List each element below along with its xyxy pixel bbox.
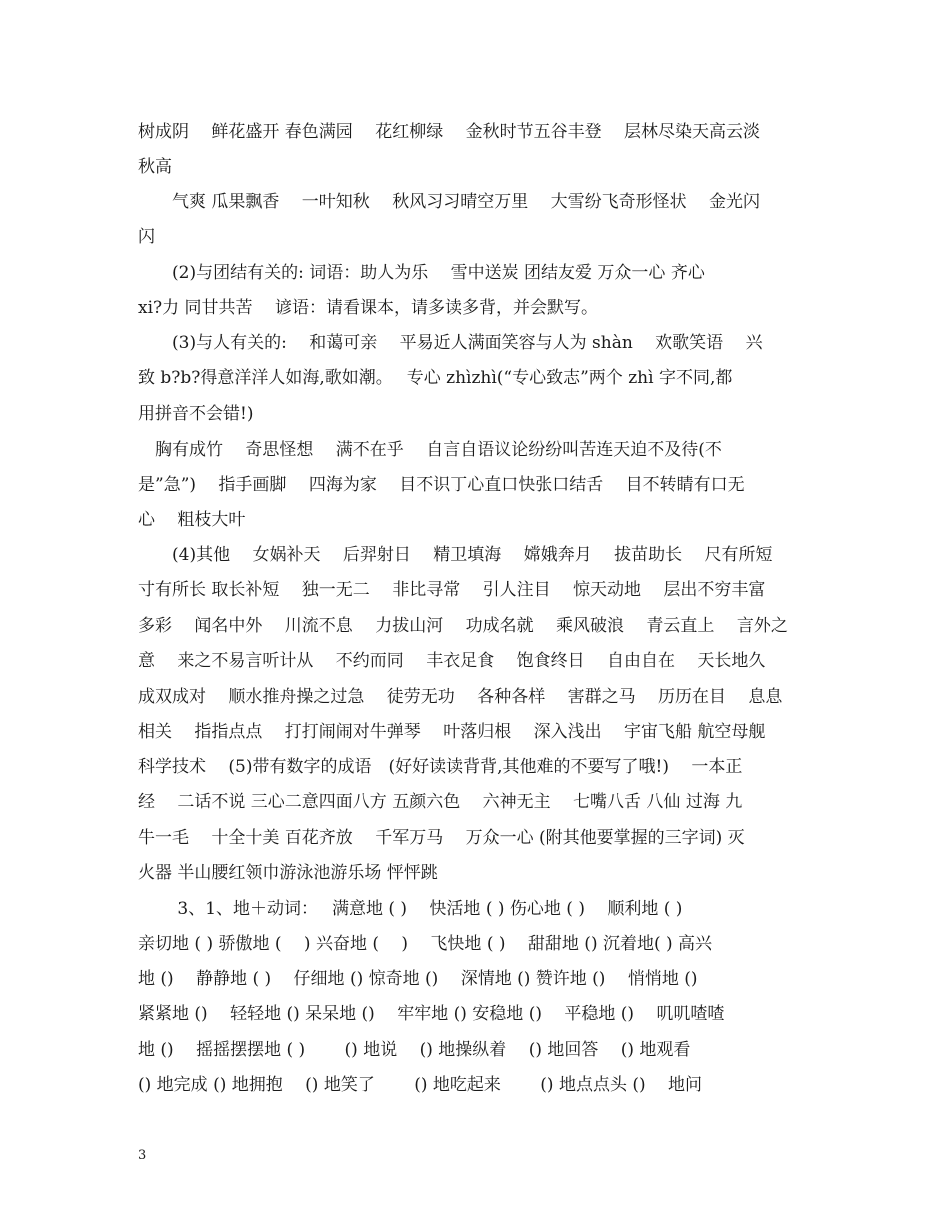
text-line: 气爽 瓜果飘香 一叶知秋 秋风习习晴空万里 大雪纷飞奇形怪状 金光闪 <box>138 192 761 212</box>
text-line: (3)与人有关的: 和蔼可亲 平易近人满面笑容与人为 shàn 欢歌笑语 兴 <box>138 333 763 353</box>
page-number: 3 <box>138 1148 147 1163</box>
text-line: 科学技术 (5)带有数字的成语 (好好读读背背,其他难的不要写了哦!) 一本正 <box>138 757 743 777</box>
text-line: 树成阴 鲜花盛开 春色满园 花红柳绿 金秋时节五谷丰登 层林尽染天高云淡 <box>138 122 761 142</box>
text-line: xi?力 同甘共苦 谚语：请看课本，请多读多背，并会默写。 <box>138 298 598 318</box>
text-line: 寸有所长 取长补短 独一无二 非比寻常 引人注目 惊天动地 层出不穷丰富 <box>138 580 766 600</box>
text-line: 地 () 静静地 ( ) 仔细地 () 惊奇地 () 深情地 () 赞许地 () 悄悄地 () <box>138 969 698 989</box>
text-line: 成双成对 顺水推舟操之过急 徒劳无功 各种各样 害群之马 历历在目 息息 <box>138 687 783 707</box>
text-line: 地 () 摇摇摆摆地 ( ) () 地说 () 地操纵着 () 地回答 () 地观看 <box>138 1040 691 1060</box>
text-line: 亲切地 ( ) 骄傲地 ( ) 兴奋地 ( ) 飞快地 ( ) 甜甜地 () 沉着地( ) 高兴 <box>138 934 713 954</box>
text-line: (4)其他 女娲补天 后羿射日 精卫填海 嫦娥奔月 拔苗助长 尺有所短 <box>138 545 773 565</box>
text-line: 用拼音不会错!) <box>138 404 254 424</box>
text-line: 是”急”) 指手画脚 四海为家 目不识丁心直口快张口结舌 目不转睛有口无 <box>138 475 745 495</box>
text-line: 心 粗枝大叶 <box>138 510 246 530</box>
text-line: 闪 <box>138 227 155 247</box>
text-line: 秋高 <box>138 157 172 177</box>
text-line: 意 来之不易言听计从 不约而同 丰衣足食 饱食终日 自由自在 天长地久 <box>138 651 766 671</box>
text-line: 经 二话不说 三心二意四面八方 五颜六色 六神无主 七嘴八舌 八仙 过海 九 <box>138 792 743 812</box>
text-line: 胸有成竹 奇思怪想 满不在乎 自言自语议论纷纷叫苦连天迫不及待(不 <box>138 440 722 460</box>
text-line: 牛一毛 十全十美 百花齐放 千军万马 万众一心 (附其他要掌握的三字词) 灭 <box>138 828 745 848</box>
text-line: 致 b?b?得意洋洋人如海,歌如潮。 专心 zhìzhì(“专心致志”两个 zhì 字不同,都 <box>138 368 733 388</box>
text-line: 火器 半山腰红领巾游泳池游乐场 怦怦跳 <box>138 863 438 883</box>
text-line: 3、1、地＋动词： 满意地 ( ) 快活地 ( ) 伤心地 ( ) 顺利地 ( ) <box>138 899 683 919</box>
text-line: 多彩 闻名中外 川流不息 力拔山河 功成名就 乘风破浪 青云直上 言外之 <box>138 616 788 636</box>
text-line: () 地完成 () 地拥抱 () 地笑了 () 地吃起来 () 地点点头 () 地问 <box>138 1075 703 1095</box>
text-line: 相关 指指点点 打打闹闹对牛弹琴 叶落归根 深入浅出 宇宙飞船 航空母舰 <box>138 722 766 742</box>
text-line: 紧紧地 () 轻轻地 () 呆呆地 () 牢牢地 () 安稳地 () 平稳地 () 叽叽喳喳 <box>138 1004 725 1024</box>
text-line: (2)与团结有关的: 词语：助人为乐 雪中送炭 团结友爱 万众一心 齐心 <box>138 263 705 283</box>
